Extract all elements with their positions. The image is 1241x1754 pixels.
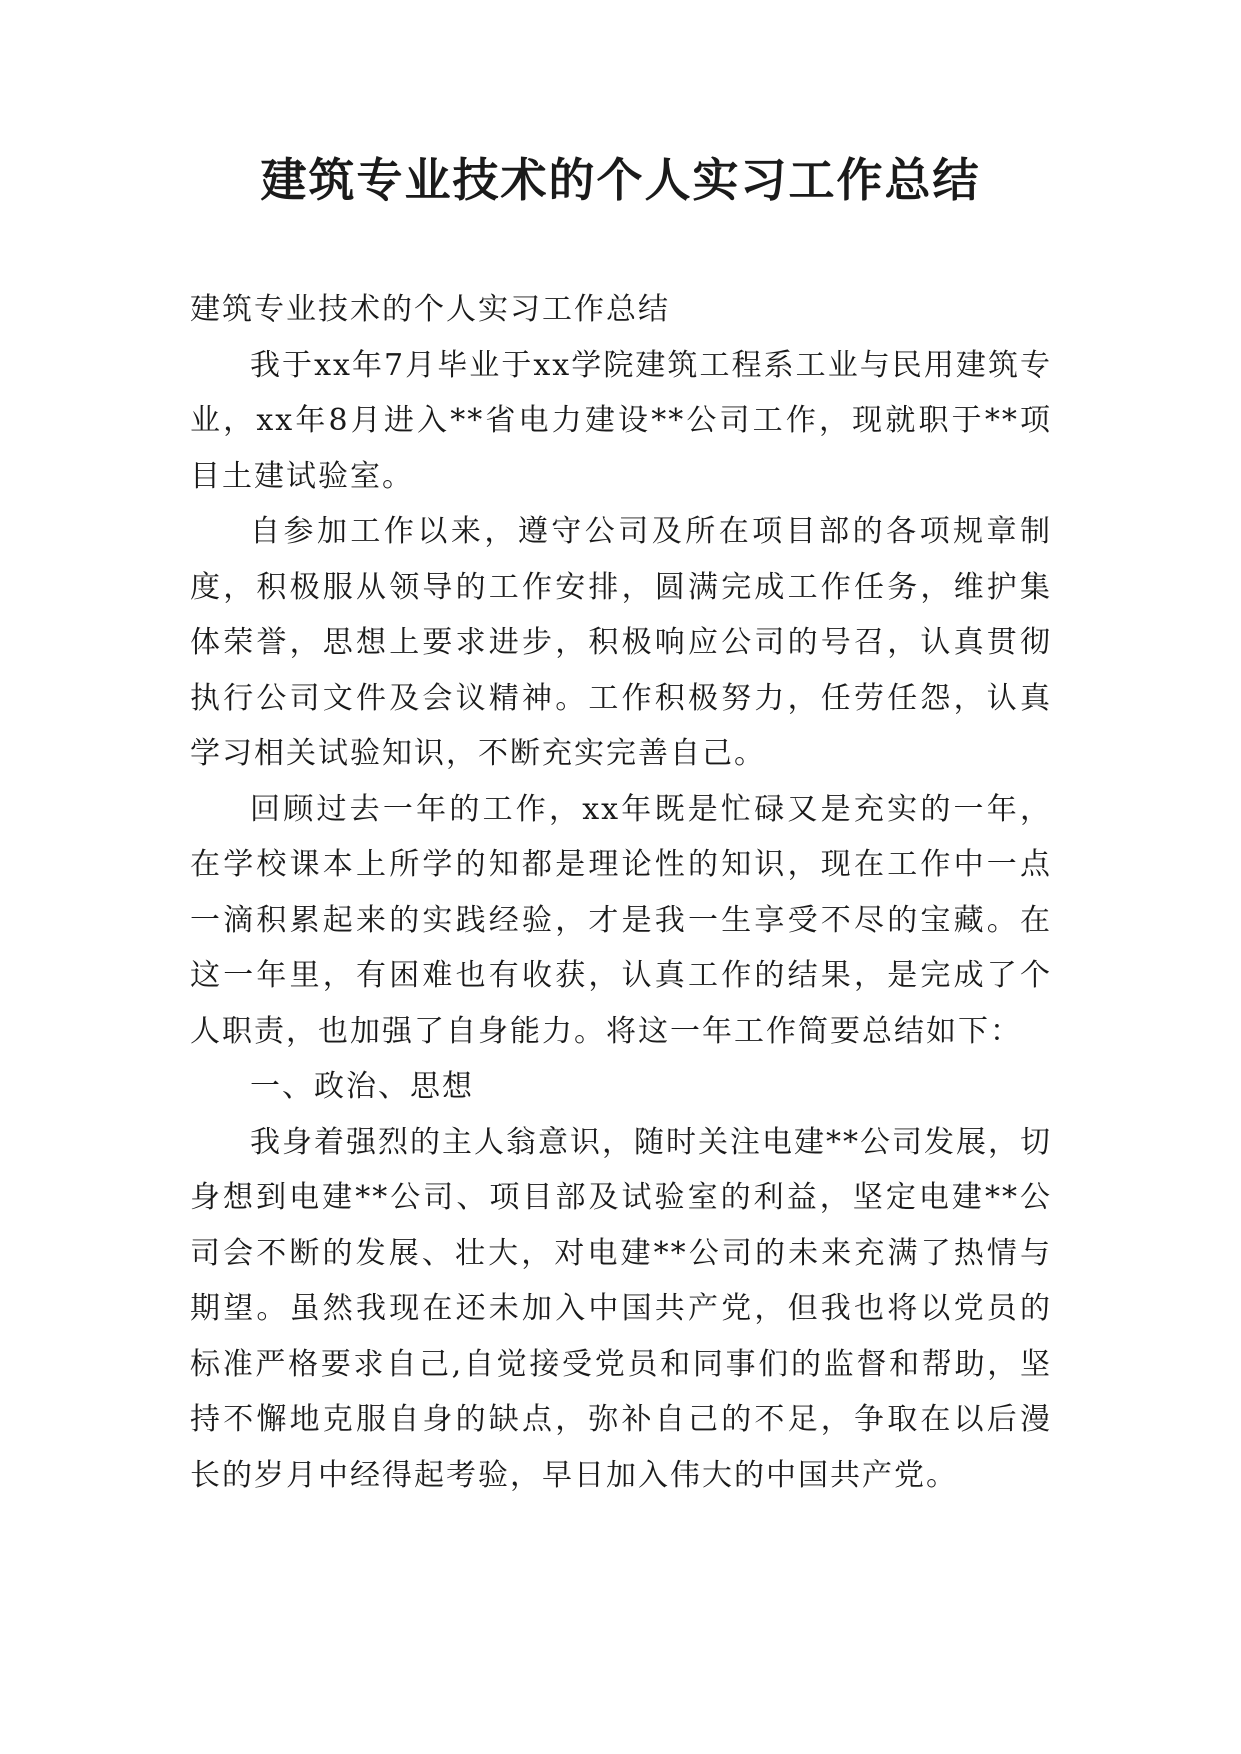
body-paragraph-intro: 我于xx年7月毕业于xx学院建筑工程系工业与民用建筑专业，xx年8月进入**省电力建设**公司工作，现就职于**项目土建试验室。	[190, 347, 1052, 494]
subtitle-paragraph: 建筑专业技术的个人实习工作总结	[190, 292, 670, 327]
section-heading-politics: 一、政治、思想	[250, 1069, 474, 1104]
body-paragraph-attitude: 自参加工作以来，遵守公司及所在项目部的各项规章制度，积极服从领导的工作安排，圆满完成工作任务，维护集体荣誉，思想上要求进步，积极响应公司的号召，认真贯彻执行公司文件及会议精神。工作积极努力，任劳任怨，认真学习相关试验知识，不断充实完善自己。	[190, 514, 1052, 771]
document-body	[190, 282, 1052, 1503]
body-paragraph-politics: 我身着强烈的主人翁意识，随时关注电建**公司发展，切身想到电建**公司、项目部及试验室的利益，坚定电建**公司会不断的发展、壮大，对电建**公司的未来充满了热情与期望。虽然我现在还未加入中国共产党，但我也将以党员的标准严格要求自己,自觉接受党员和同事们的监督和帮助，坚持不懈地克服自身的缺点，弥补自己的不足，争取在以后漫长的岁月中经得起考验，早日加入伟大的中国共产党。	[190, 1124, 1052, 1493]
document-title: 建筑专业技术的个人实习工作总结	[260, 153, 981, 207]
body-paragraph-review: 回顾过去一年的工作，xx年既是忙碌又是充实的一年，在学校课本上所学的知都是理论性的知识，现在工作中一点一滴积累起来的实践经验，才是我一生享受不尽的宝藏。在这一年里，有困难也有收获，认真工作的结果，是完成了个人职责，也加强了自身能力。将这一年工作简要总结如下：	[190, 791, 1052, 1049]
